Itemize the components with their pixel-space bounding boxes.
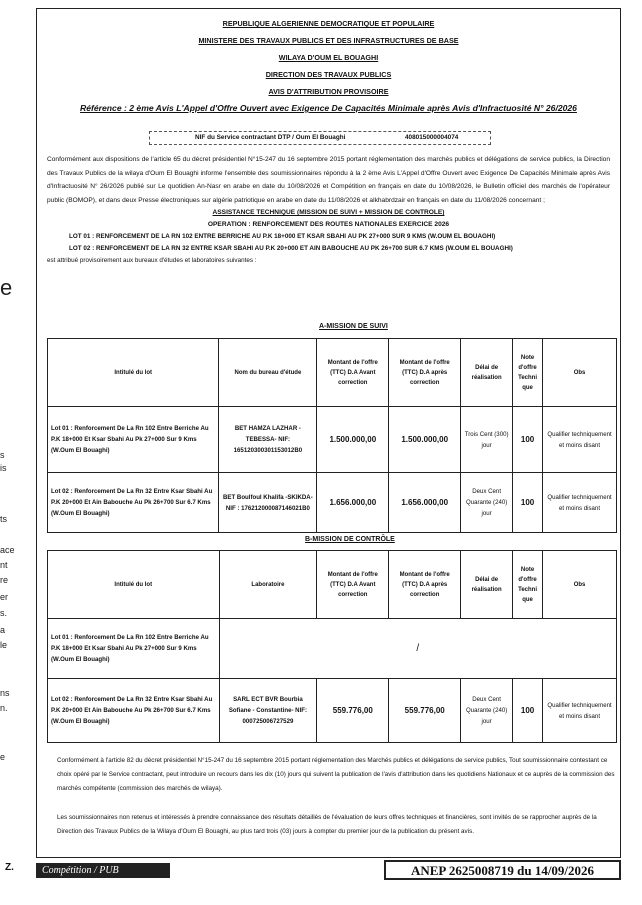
col-header: Montant de l'offre (TTC) D.A Avant correction [317, 339, 389, 407]
nif-label: NIF du Service contractant DTP / Oum El Bouaghi [195, 134, 346, 141]
ministry-line: MINISTERE DES TRAVAUX PUBLICS ET DES INFRASTRUCTURES DE BASE [198, 36, 459, 45]
bureau-cell: BET Boulfoul Khalifa -SKIKDA- NIF : 176212000087146021B0 [219, 473, 317, 533]
obs-cell: Qualifier techniquement et moins disant [543, 407, 617, 473]
contact-paragraph: Les soumissionnaires non retenus et intéressés à prendre connaissance des résultats détaillés de l'évaluation de leurs offres techniques et financières, sont invités de se rapprocher auprès de la Direction des Travaux Publics de la Wilaya d'Oum El Bouaghi, au plus tard trois (03) jours à compter du premier jour de la publication du présent avis. [57, 814, 597, 835]
notice-frame [36, 8, 621, 858]
lab-cell: SARL ECT BVR Bourbia Sofiane - Constantine- NIF: 000725006727529 [219, 679, 317, 743]
col-header: Montant de l'offre (TTC) D.A après correction [389, 551, 461, 619]
table-header-row [48, 551, 617, 619]
direction-line: DIRECTION DES TRAVAUX PUBLICS [265, 70, 392, 79]
margin-text: nt [0, 560, 8, 570]
bureau-cell: BET HAMZA LAZHAR -TEBESSA- NIF: 165120300301153012B0 [219, 407, 317, 473]
score-cell: 100 [513, 679, 543, 743]
appeal-paragraph: Conformément à l'article 82 du décret présidentiel N°15-247 du 16 septembre 2015 portant réglementation des Marchés publics et délégations de service publics, Tout soumissionnaire contestant ce choix opéré par le Service contractant, peut introduire un recours dans les dix (10) jours qui suivent la publication de l'avis d'attribution dans les quotidiens Nationaux et ce auprès de la commission des marchés compétente (commission des marchés de wilaya). [57, 757, 615, 792]
col-header: Délai de réalisation [461, 551, 513, 619]
table-row [48, 679, 617, 743]
margin-text: er [0, 592, 9, 602]
col-header: Nom du bureau d'étude [219, 339, 317, 407]
attribution-line: est attribué provisoirement aux bureaux d'études et laboratoires suivantes : [47, 257, 257, 265]
lot2-line: LOT 02 : RENFORCEMENT DE LA RN 32 ENTRE KSAR SBAHI AU P.K 20+000 ET AIN BABOUCHE AU PK 26+700 SUR 6.7 KMS (W.OUM EL BOUAGHI) [69, 245, 513, 253]
col-header: Montant de l'offre (TTC) D.A Avant correction [317, 551, 389, 619]
intro-paragraph: Conformément aux dispositions de l'article 65 du décret présidentiel N°15-247 du 16 septembre 2015 portant réglementation des marchés publics et délégations de service publics, la Direction des Travaux Publics de la wilaya d'Oum El Bouaghi informe l'ensemble des soumissionnaires répondu à la 2 ème Avis L'Appel d'Offre Ouvert avec Exigence De Capacités Minimale après Avis d'Infractuosité N° 26/2026 publié sur Le quotidien An-Nasr en arabe en date du 10/08/2026 et Compétition en français en date du 10/08/2026, le Bulletin officiel des marchés de l'opérateur public (BOMOP), et dans deux Presse électroniques sur algérie patriotique en arabe en date du 11/08/2026 et alkhabrdzair en français en date du 11/08/2026 concernant ; [47, 156, 610, 204]
table-row [48, 407, 617, 473]
col-header: Obs [543, 339, 617, 407]
obs-cell: Qualifier techniquement et moins disant [543, 473, 617, 533]
margin-text: s [0, 450, 5, 460]
margin-text: re [0, 575, 9, 585]
obs-cell: Qualifier techniquement et moins disant [543, 679, 617, 743]
margin-text: ts [0, 514, 8, 524]
margin-text: n. [0, 703, 8, 713]
notice-type: AVIS D'ATTRIBUTION PROVISOIRE [268, 87, 389, 96]
col-header: Obs [543, 551, 617, 619]
lot-cell: Lot 01 : Renforcement De La Rn 102 Entre Berriche Au P.K 18+000 Et Ksar Sbahi Au Pk 27+000 Sur 9 Kms (W.Oum El Bouaghi) [48, 407, 219, 473]
margin-text: le [0, 640, 8, 650]
nif-value: 408015000004074 [405, 134, 459, 141]
assistance-title: ASSISTANCE TECHNIQUE (MISSION DE SUIVI + MISSION DE CONTROLE) [212, 209, 445, 217]
nif-box [149, 131, 491, 145]
table-row [48, 619, 617, 679]
mission-suivi-title: A-MISSION DE SUIVI [319, 323, 388, 330]
notice-body [41, 153, 616, 267]
margin-text: a [0, 625, 6, 635]
margin-text: ns [0, 688, 10, 698]
notice-header [37, 15, 620, 115]
col-header: Laboratoire [219, 551, 317, 619]
lot-cell: Lot 02 : Renforcement De La Rn 32 Entre Ksar Sbahi Au P.K 20+000 Et Ain Babouche Au Pk 26+700 Sur 6.7 Kms (W.Oum El Bouaghi) [48, 679, 220, 743]
amount-before-cell: 1.656.000,00 [317, 473, 389, 533]
delay-cell: Deux Cent Quarante (240) jour [461, 679, 513, 743]
margin-text: e [0, 275, 13, 300]
lot1-line: LOT 01 : RENFORCEMENT DE LA RN 102 ENTRE BERRICHE AU P.K 18+000 ET KSAR SBAHI AU PK 27+000 SUR 9 KMS (W.OUM EL BOUAGHI) [69, 233, 496, 241]
delay-cell: Trois Cent (300) jour [461, 407, 513, 473]
wilaya-line: WILAYA D'OUM EL BOUAGHI [278, 53, 379, 62]
mission-suivi-table [47, 338, 617, 533]
empty-slash-cell: / [219, 619, 616, 679]
amount-before-cell: 559.776,00 [317, 679, 389, 743]
amount-after-cell: 559.776,00 [389, 679, 461, 743]
col-header: Note d'offre Techni que [513, 339, 543, 407]
margin-text: s. [0, 608, 8, 618]
score-cell: 100 [513, 407, 543, 473]
score-cell: 100 [513, 473, 543, 533]
mission-controle-title: B-MISSION DE CONTRÔLE [305, 536, 395, 543]
margin-text: ace [0, 545, 15, 555]
delay-cell: Deux Cent Quarante (240) jour [461, 473, 513, 533]
amount-before-cell: 1.500.000,00 [317, 407, 389, 473]
table-row [48, 473, 617, 533]
col-header: Montant de l'offre (TTC) D.A après correction [389, 339, 461, 407]
lot-cell: Lot 02 : Renforcement De La Rn 32 Entre Ksar Sbahi Au P.K 20+000 Et Ain Babouche Au Pk 26+700 Sur 6.7 Kms (W.Oum El Bouaghi) [48, 473, 219, 533]
operation-title: OPERATION : RENFORCEMENT DES ROUTES NATIONALES EXERCICE 2026 [207, 221, 450, 229]
margin-text: is [0, 463, 7, 473]
republic-line: REPUBLIQUE ALGERIENNE DEMOCRATIQUE ET POPULAIRE [222, 19, 435, 28]
anep-reference: ANEP 2625008719 du 14/09/2026 [384, 860, 621, 880]
mission-controle-table [47, 550, 617, 743]
amount-after-cell: 1.656.000,00 [389, 473, 461, 533]
margin-text: e [0, 752, 6, 762]
col-header: Intitulé du lot [48, 551, 220, 619]
col-header: Délai de réalisation [461, 339, 513, 407]
col-header: Note d'offre Techni que [513, 551, 543, 619]
reference-line: Référence : 2 ème Avis L'Appel d'Offre Ouvert avec Exigence De Capacités Minimale après Avis d'Infractuosité N° 26/2026 [80, 103, 577, 113]
table-header-row [48, 339, 617, 407]
col-header: Intitulé du lot [48, 339, 219, 407]
page-marker: Z. [5, 862, 14, 873]
publication-brand: Compétition / PUB [36, 863, 170, 878]
lot-cell: Lot 01 : Renforcement De La Rn 102 Entre Berriche Au P.K 18+000 Et Ksar Sbahi Au Pk 27+000 Sur 9 Kms (W.Oum El Bouaghi) [48, 619, 220, 679]
amount-after-cell: 1.500.000,00 [389, 407, 461, 473]
